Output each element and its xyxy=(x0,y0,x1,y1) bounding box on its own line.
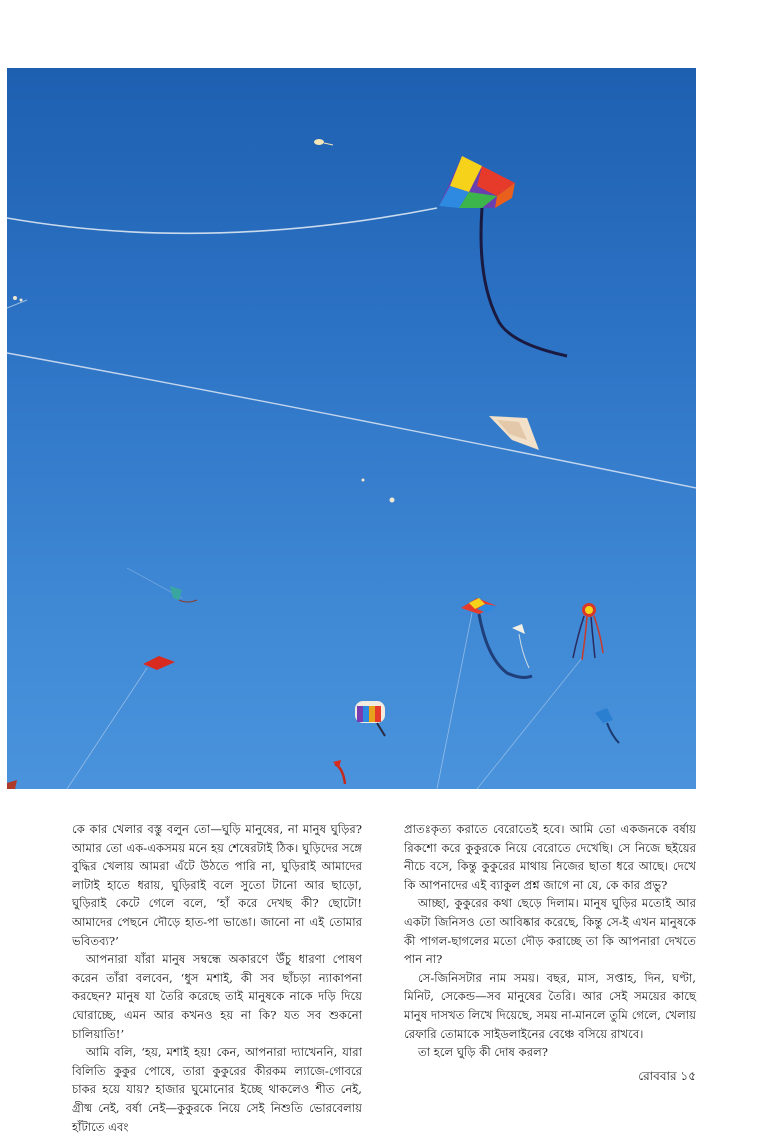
paragraph: সে-জিনিসটার নাম সময়। বছর, মাস, সপ্তাহ, দিন, ঘণ্টা, মিনিট, সেকেন্ড—সব মানুষের তৈরি। আর সেই সময়ের কাছে মানুষ দাসখত লিখে দিয়েছে, সময় না-মানলে তুমি গেলে, খেলায় রেফারি তোমাকে সাইডলাইনের বেঞ্চে বসিয়ে রাখবে। xyxy=(404,970,696,1041)
paragraph: তা হলে ঘুড়ি কী দোষ করল? xyxy=(418,1045,548,1060)
kites-photo xyxy=(7,68,696,789)
rainbow-kite xyxy=(439,156,567,356)
paragraph: কে কার খেলার বস্তু বলুন তো—ঘুড়ি মানুষের, না মানুষ ঘুড়ির? আমার তো এক-একসময় মনে হয় শেষেরটাই ঠিক। ঘুড়িদের সঙ্গে বুদ্ধির খেলায় আমরা এঁটে উঠতে পারি না, ঘুড়িরাই আমাদের লাটাই হাতে ধরায়, ঘুড়িরাই বলে সুতো টানো আর ছাড়ো, ঘুড়িরাই কেটে গেলে বলে, ‘হাঁ করে দেখছ কী? ছোটো! আমাদের পেছনে দৌড়ে হাত-পা ভাঙো। জানো না এই তোমার ভবিতব্য?’ xyxy=(72,822,362,948)
article-left-column xyxy=(72,820,362,1136)
paragraph: আমি বলি, ‘হয়, মশাই হয়! কেন, আপনারা দ্যাখেননি, যারা বিলিতি কুকুর পোষে, তারা কুকুরের কীরকম ল্যাজে-গোবরে চাকর হয়ে যায়? হাজার ঘুমোনোর ইচ্ছে থাকলেও শীত নেই, গ্রীষ্ম নেই, বর্ষা নেই—কুকুরকে নিয়ে সেই নিশুতি ভোরবেলায় হাঁটাতে এবং xyxy=(72,1045,362,1134)
box-kite xyxy=(355,701,385,736)
octopus-kite xyxy=(573,603,603,660)
paragraph: প্রাতঃকৃত্য করাতে বেরোতেই হবে। আমি তো একজনকে বর্ষায় রিকশো করে কুকুরকে নিয়ে বেরোতে দেখেছি। সে নিজে ছইয়ের নীচে বসে, কিন্তু কুকুরের মাথায় নিজের ছাতা ধরে আছে। দেখে কি আপনাদের এই ব্যাকুল প্রশ্ন জাগে না যে, কে কার প্রভু? xyxy=(404,822,697,892)
article-right-column xyxy=(404,820,696,1062)
paragraph: আপনারা যাঁরা মানুষ সম্বন্ধে অকারণে উঁচু ধারণা পোষণ করেন তাঁরা বলবেন, ‘ধুস মশাই, কী সব ছাঁচড়া ন্যাকাপনা করছেন? মানুষ যা তৈরি করেছে তাই মানুষকে নাকে দড়ি দিয়ে ঘোরাচ্ছে, এমন আর কখনও হয় না কি? যত সব শুকনো চালিয়াতি!’ xyxy=(72,952,362,1041)
small-rainbow-kite xyxy=(461,598,532,677)
kites-illustration xyxy=(7,68,696,789)
paragraph: আচ্ছা, কুকুরের কথা ছেড়ে দিলাম। মানুষ ঘুড়ির মতোই আর একটা জিনিসও তো আবিষ্কার করেছে, কিন্তু সে-ই এখন মানুষকে কী পাগল-ছাগলের মতো দৌড় করাচ্ছে তা কি আপনারা দেখতে পান না? xyxy=(404,896,696,967)
page-footer: রোববার ১৫ xyxy=(638,1069,696,1083)
